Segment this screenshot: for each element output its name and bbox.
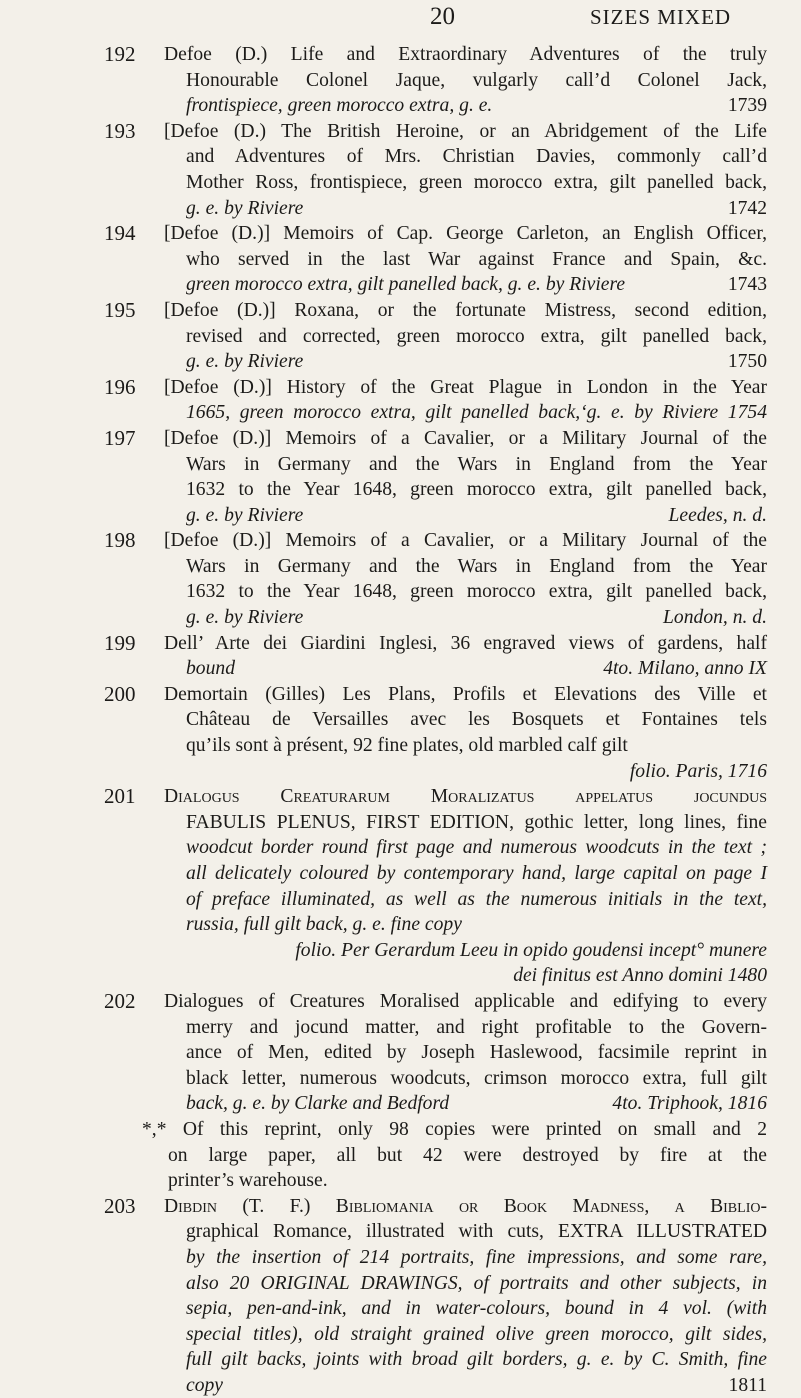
- lot-number: 194: [104, 221, 136, 246]
- running-head: [0, 0, 801, 40]
- entry-line: 1665, green morocco extra, gilt panelled back,‘g. e. by Riviere 1754: [186, 402, 767, 424]
- entry-line: and Adventures of Mrs. Christian Davies, commonly call’d: [186, 146, 767, 168]
- entry-text: back, g. e. by Clarke and Bedford: [186, 1093, 450, 1115]
- lot-list: [0, 42, 801, 1398]
- entry-text: g. e. by Riviere: [186, 351, 304, 373]
- entry-imprint: dei finitus est Anno domini 1480: [513, 965, 767, 987]
- entry-line: special titles), old straight grained olive green morocco, gilt sides,: [186, 1323, 767, 1345]
- entry-line: Wars in Germany and the Wars in England from the Year: [186, 453, 767, 475]
- entry-line: Mother Ross, frontispiece, green morocco extra, gilt panelled back,: [186, 171, 767, 193]
- entry-text: g. e. by Riviere: [186, 197, 304, 219]
- entry-imprint: folio. Per Gerardum Leeu in opido goudensi incept° munere: [295, 939, 767, 961]
- lot-number: 195: [104, 297, 136, 322]
- lot-number: 193: [104, 118, 136, 143]
- entry-line: [Defoe (D.)] Roxana, or the fortunate Mistress, second edition,: [164, 299, 767, 321]
- entry-text: frontispiece, green morocco extra, g. e.: [186, 95, 493, 117]
- entry-imprint: folio. Paris, 1716: [629, 760, 767, 782]
- entry-line: by the insertion of 214 portraits, fine impressions, and some rare,: [186, 1246, 767, 1268]
- entry-line: woodcut border round first page and numerous woodcuts in the text ;: [186, 837, 767, 859]
- lot-number: 197: [104, 425, 136, 450]
- entry-date: 1743: [727, 274, 767, 296]
- entry-line: Dell’ Arte dei Giardini Inglesi, 36 engraved views of gardens, half: [164, 632, 767, 654]
- lot-entry: [0, 1194, 801, 1398]
- entry-line: Wars in Germany and the Wars in England from the Year: [186, 555, 767, 577]
- lot-entry: [0, 528, 801, 630]
- entry-line: [164, 196, 767, 222]
- entry-line: 1632 to the Year 1648, green morocco extra, gilt panelled back,: [186, 581, 767, 603]
- entry-line: sepia, pen-and-ink, and in water-colours, bound in 4 vol. (with: [186, 1298, 767, 1320]
- entry-line: [164, 605, 767, 631]
- entry-imprint: London, n. d.: [663, 607, 767, 629]
- lot-entry: [0, 119, 801, 221]
- entry-line: graphical Romance, illustrated with cuts, EXTRA ILLUSTRATED: [186, 1221, 767, 1243]
- entry-line: [164, 1091, 767, 1117]
- entry-line: [Defoe (D.)] Memoirs of a Cavalier, or a Military Journal of the: [164, 530, 767, 552]
- entry-line: who served in the last War against France and Spain, &c.: [186, 248, 767, 270]
- entry-line: Demortain (Gilles) Les Plans, Profils et Elevations des Ville et: [164, 683, 767, 705]
- lot-entry: [0, 631, 801, 682]
- entry-line: [Defoe (D.)] Memoirs of a Cavalier, or a Military Journal of the: [164, 427, 767, 449]
- lot-entry: [0, 221, 801, 298]
- entry-text: g. e. by Riviere: [186, 607, 304, 629]
- entry-text: copy: [186, 1374, 223, 1396]
- entry-line: Dibdin (T. F.) Bibliomania or Book Madness, a Biblio-: [164, 1195, 767, 1217]
- entry-line: ance of Men, edited by Joseph Haslewood, facsimile reprint in: [186, 1042, 767, 1064]
- lot-entry: [0, 784, 801, 989]
- entry-line: of preface illuminated, as well as the numerous initials in the text,: [186, 888, 767, 910]
- lot-number: 203: [104, 1193, 136, 1218]
- lot-entry: [0, 426, 801, 528]
- entry-line: russia, full gilt back, g. e. fine copy: [186, 914, 462, 936]
- entry-line: qu’ils sont à présent, 92 fine plates, old marbled calf gilt: [186, 735, 628, 757]
- entry-date: 1811: [728, 1374, 767, 1396]
- entry-line: Honourable Colonel Jaque, vulgarly call’d Colonel Jack,: [186, 69, 767, 91]
- entry-line: Château de Versailles avec les Bosquets et Fontaines tels: [186, 709, 767, 731]
- entry-line: also 20 ORIGINAL DRAWINGS, of portraits and other subjects, in: [186, 1272, 767, 1294]
- entry-line: revised and corrected, green morocco extra, gilt panelled back,: [186, 325, 767, 347]
- lot-number: 196: [104, 374, 136, 399]
- lot-number: 198: [104, 528, 136, 553]
- lot-number: 192: [104, 42, 136, 66]
- lot-entry: [0, 42, 801, 119]
- entry-line: [Defoe (D.) The British Heroine, or an Abridgement of the Life: [164, 120, 767, 142]
- lot-note: [0, 1117, 801, 1194]
- entry-line: Dialogus Creaturarum Moralizatus appelatus jocundus: [164, 786, 767, 808]
- entry-line: full gilt backs, joints with broad gilt borders, g. e. by C. Smith, fine: [186, 1349, 767, 1371]
- entry-line: black letter, numerous woodcuts, crimson morocco extra, full gilt: [186, 1067, 767, 1089]
- entry-date: 1739: [727, 95, 767, 117]
- entry-line: [Defoe (D.)] Memoirs of Cap. George Carleton, an English Officer,: [164, 223, 767, 245]
- entry-date: 1742: [727, 197, 767, 219]
- note-line: on large paper, all but 42 were destroyed by fire at the: [168, 1144, 767, 1166]
- lot-entry: [0, 298, 801, 375]
- entry-line: 1632 to the Year 1648, green morocco extra, gilt panelled back,: [186, 479, 767, 501]
- entry-text: g. e. by Riviere: [186, 504, 304, 526]
- lot-number: 200: [104, 681, 136, 706]
- lot-number: 202: [104, 988, 136, 1013]
- lot-entry: [0, 989, 801, 1117]
- entry-line: [Defoe (D.)] History of the Great Plague in London in the Year: [164, 376, 767, 398]
- entry-line: [164, 272, 767, 298]
- entry-line: [164, 503, 767, 529]
- entry-date: 1750: [727, 351, 767, 373]
- entry-line: Defoe (D.) Life and Extraordinary Adventures of the truly: [164, 44, 767, 65]
- entry-text: bound: [186, 658, 235, 680]
- entry-line: [164, 656, 767, 682]
- entry-line: [164, 93, 767, 119]
- lot-number: 199: [104, 630, 136, 655]
- entry-imprint: Leedes, n. d.: [668, 504, 767, 526]
- entry-text: green morocco extra, gilt panelled back, g. e. by Riviere: [186, 274, 626, 296]
- entry-imprint: 4to. Triphook, 1816: [612, 1093, 767, 1115]
- lot-number: 201: [104, 784, 136, 809]
- entry-line: [164, 1373, 767, 1398]
- note-line: printer’s warehouse.: [168, 1170, 328, 1192]
- entry-line: all delicately coloured by contemporary hand, large capital on page I: [186, 863, 767, 884]
- lot-entry: [0, 682, 801, 784]
- entry-line: merry and jocund matter, and right profitable to the Govern-: [186, 1016, 767, 1038]
- running-title: SIZES MIXED: [590, 5, 732, 29]
- entry-line: Dialogues of Creatures Moralised applicable and edifying to every: [164, 990, 767, 1012]
- page-number: 20: [430, 3, 455, 30]
- note-line: *,* Of this reprint, only 98 copies were printed on small and 2: [142, 1118, 767, 1140]
- lot-entry: [0, 375, 801, 426]
- entry-imprint: 4to. Milano, anno IX: [603, 658, 767, 680]
- entry-line: [164, 349, 767, 375]
- entry-line: FABULIS PLENUS, FIRST EDITION, gothic letter, long lines, fine: [186, 811, 767, 833]
